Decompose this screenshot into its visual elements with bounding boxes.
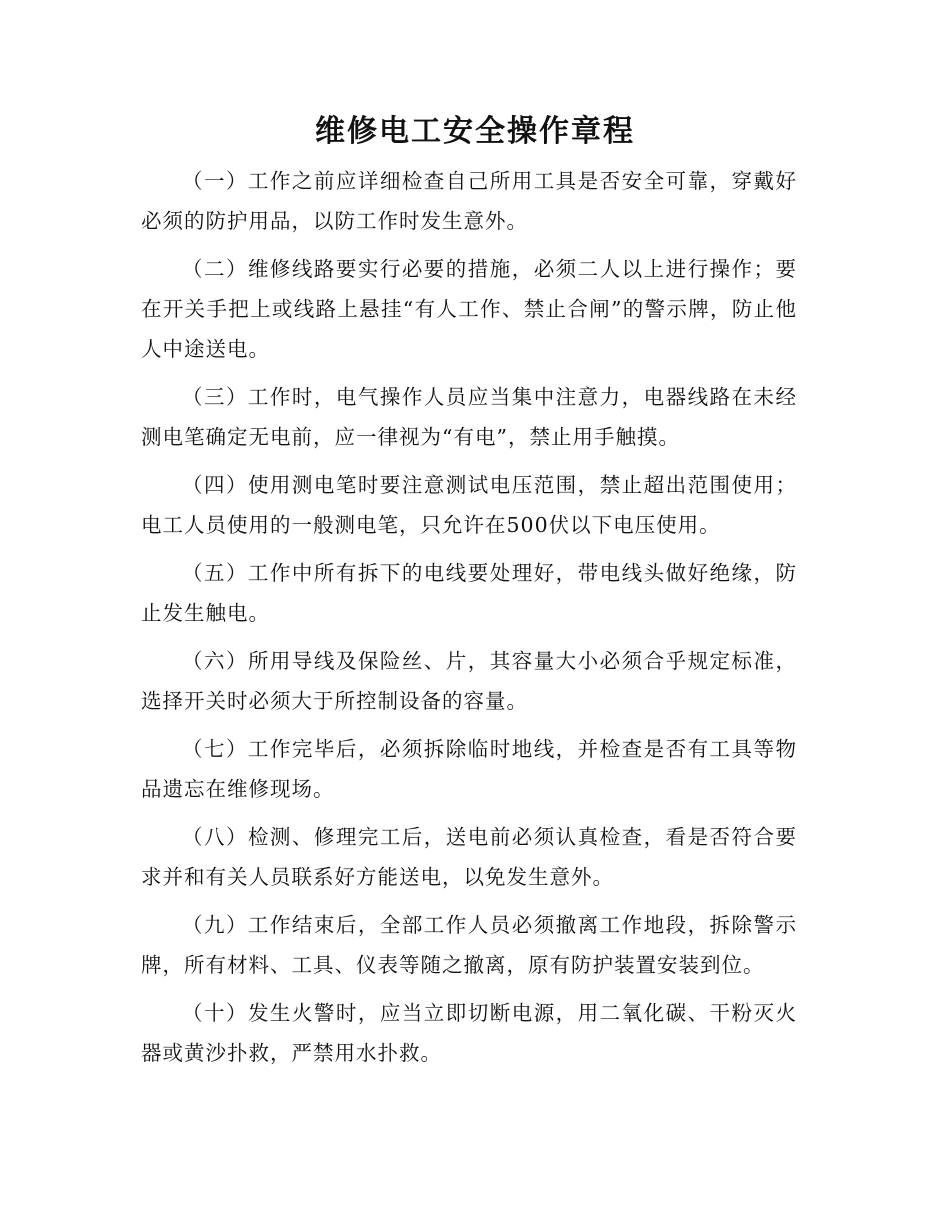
paragraph-7: （七）工作完毕后，必须拆除临时地线，并检查是否有工具等物品遗忘在维修现场。 — [141, 737, 797, 801]
paragraph-9: （九）工作结束后，全部工作人员必须撤离工作地段，拆除警示牌，所有材料、工具、仪表等随之撤离，原有防护装置安装到位。 — [141, 913, 797, 977]
paragraph-1: （一）工作之前应详细检查自己所用工具是否安全可靠，穿戴好必须的防护用品，以防工作时发生意外。 — [141, 169, 797, 233]
paragraph-5: （五）工作中所有拆下的电线要处理好，带电线头做好绝缘，防止发生触电。 — [141, 561, 797, 625]
paragraph-2: （二）维修线路要实行必要的措施，必须二人以上进行操作；要在开关手把上或线路上悬挂“有人工作、禁止合闸”的警示牌，防止他人中途送电。 — [141, 257, 797, 361]
document-body — [141, 161, 797, 1081]
paragraph-3: （三）工作时，电气操作人员应当集中注意力，电器线路在未经测电笔确定无电前，应一律视为“有电”，禁止用手触摸。 — [141, 385, 797, 449]
paragraph-8: （八）检测、修理完工后，送电前必须认真检查，看是否符合要求并和有关人员联系好方能送电，以免发生意外。 — [141, 825, 797, 889]
paragraph-6: （六）所用导线及保险丝、片，其容量大小必须合乎规定标准，选择开关时必须大于所控制设备的容量。 — [141, 649, 797, 713]
paragraph-4: （四）使用测电笔时要注意测试电压范围，禁止超出范围使用；电工人员使用的一般测电笔，只允许在500伏以下电压使用。 — [141, 473, 797, 537]
document-title: 维修电工安全操作章程 — [315, 114, 635, 149]
paragraph-10: （十）发生火警时，应当立即切断电源，用二氧化碳、干粉灭火器或黄沙扑救，严禁用水扑救。 — [141, 1001, 797, 1065]
